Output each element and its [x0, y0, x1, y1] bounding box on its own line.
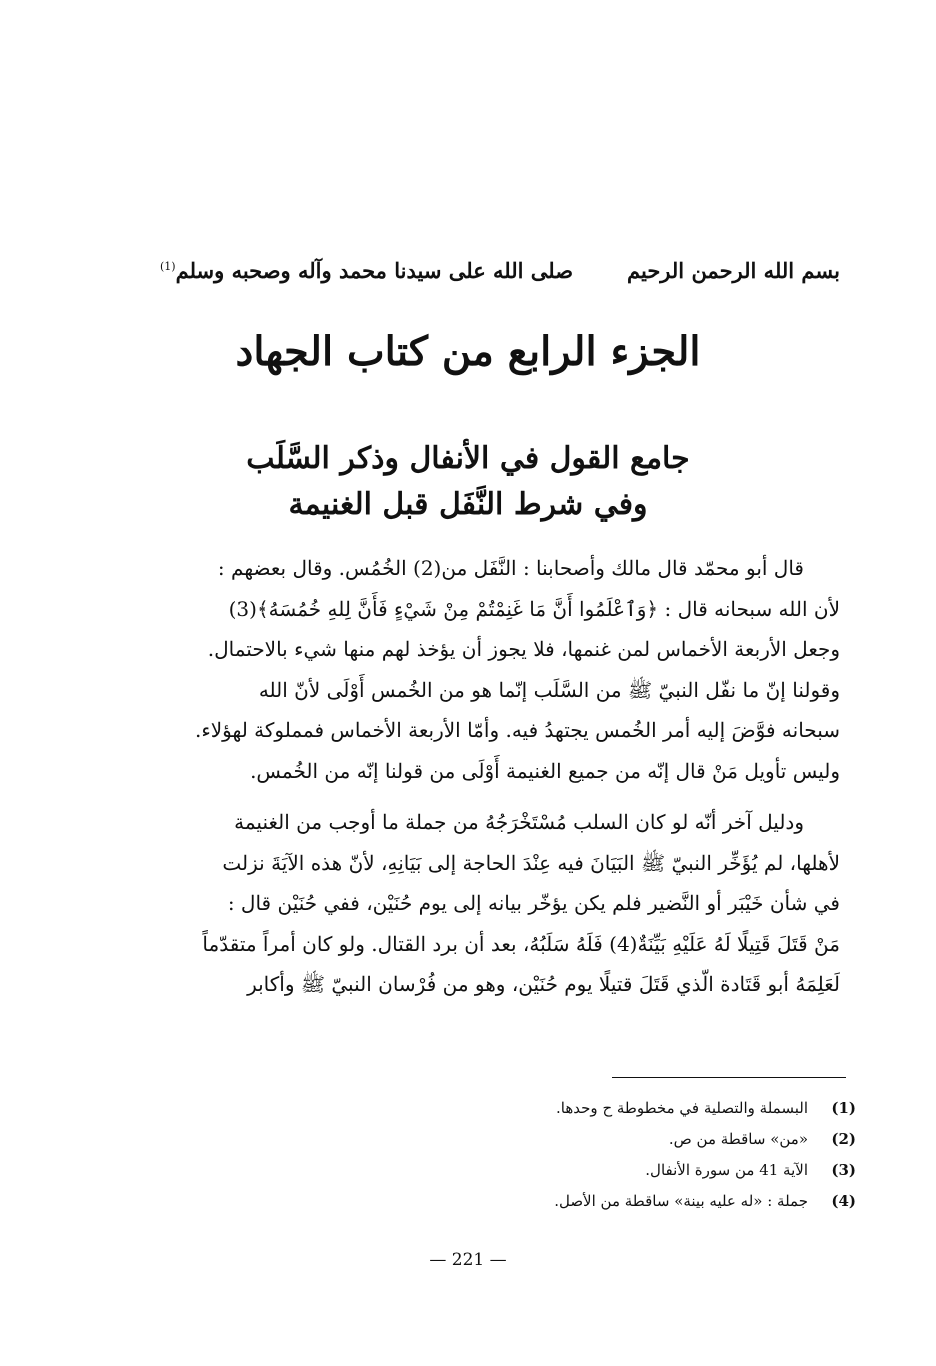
footnote-number: (2): [831, 1130, 856, 1148]
footnote-text: جملة : «له عليه بينة» ساقطة من الأصل.: [554, 1192, 808, 1210]
footnotes: [360, 1093, 856, 1217]
footnote-ref-1: (1): [160, 260, 176, 273]
chapter-title-line-2: وفي شرط النَّفَل قبل الغنيمة: [288, 487, 648, 522]
text-line: وليس تأويل مَنْ قال إنّه من جميع الغنيمة أَوْلَى من قولنا إنّه من الخُمس.: [250, 758, 840, 783]
text-line: ودليل آخر أنّه لو كان السلب مُسْتَخْرَجُهُ من جملة ما أوجب من الغنيمة: [234, 810, 804, 834]
text-line: مَنْ قَتَلَ قَتِيلًا لَهُ عَلَيْهِ بَيِّنَةٌ(4) فَلَهُ سَلَبُهُ، بعد أن برد القتال. ولو كان أمراً متقدّماً: [202, 931, 840, 956]
basmala: بسم الله الرحمن الرحيم: [627, 258, 840, 283]
chapter-title-line-1: جامع القول في الأنفال وذكر السَّلَب: [246, 441, 690, 476]
footnote-item: [360, 1093, 856, 1124]
salawat-text: صلى الله على سيدنا محمد وآله وصحبه وسلم: [175, 258, 574, 283]
footnote-number: (3): [831, 1161, 856, 1179]
footnote-number: (1): [831, 1099, 856, 1117]
salawat-line: [160, 258, 573, 283]
chapter-title: [0, 436, 936, 528]
paragraph-2: [176, 802, 840, 1005]
footnote-item: [360, 1155, 856, 1186]
footnote-text: «من» ساقطة من ص.: [668, 1130, 808, 1148]
text-line: وجعل الأربعة الأخماس لمن غنمها، فلا يجوز أن يؤخذ لهم منها شيء بالاحتمال.: [207, 637, 840, 662]
text-line: لأهلها، لم يُؤَخِّر النبيّ ﷺ البَيَانَ فيه عِنْدَ الحاجة إلى بَيَانِهِ، لأنّ هذه الآيَةَ نزلت: [222, 850, 840, 875]
part-title: الجزء الرابع من كتاب الجهاد: [235, 328, 701, 375]
footnote-text: الآية 41 من سورة الأنفال.: [645, 1161, 808, 1179]
text-line: وقولنا إنّ ما نفّل النبيّ ﷺ من السَّلَب إنّما هو من الخُمس أَوْلَى لأنّ الله: [258, 677, 840, 702]
opening-invocation: [160, 258, 840, 298]
footnote-text: البسملة والتصلية في مخطوطة ح وحدها.: [556, 1099, 808, 1117]
footnote-item: [360, 1186, 856, 1217]
text-line: لَعَلِمَهُ أبو قَتَادة الّذي قَتَلَ قتيلًا يوم حُنَيْن، وهو من فُرْسان النبيّ ﷺ وأكابر: [247, 972, 840, 997]
page-number: — 221 —: [429, 1250, 507, 1270]
footnote-number: (4): [831, 1192, 856, 1210]
text-line: سبحانه فوَّضَ إليه أمر الخُمس يجتهدُ فيه. وأمّا الأربعة الأخماس فمملوكة لهؤلاء.: [195, 718, 840, 743]
text-line: في شأن خَيْبَر أو النَّضير فلم يكن يؤخّر بيانه إلى يوم حُنَيْن، ففي حُنَيْن قال :: [227, 891, 840, 916]
footnote-divider: [612, 1077, 846, 1078]
text-line: لأن الله سبحانه قال : ﴿وَٱعْلَمُوا أَنَّ مَا غَنِمْتُمْ مِنْ شَيْءٍ فَأَنَّ لِلهِ خُمُسَهُ﴾(3): [228, 596, 840, 621]
text-line: قال أبو محمّد قال مالك وأصحابنا : النَّفَل من(2) الخُمُس. وقال بعضهم :: [217, 556, 804, 580]
paragraph-1: [176, 548, 840, 792]
footnote-item: [360, 1124, 856, 1155]
